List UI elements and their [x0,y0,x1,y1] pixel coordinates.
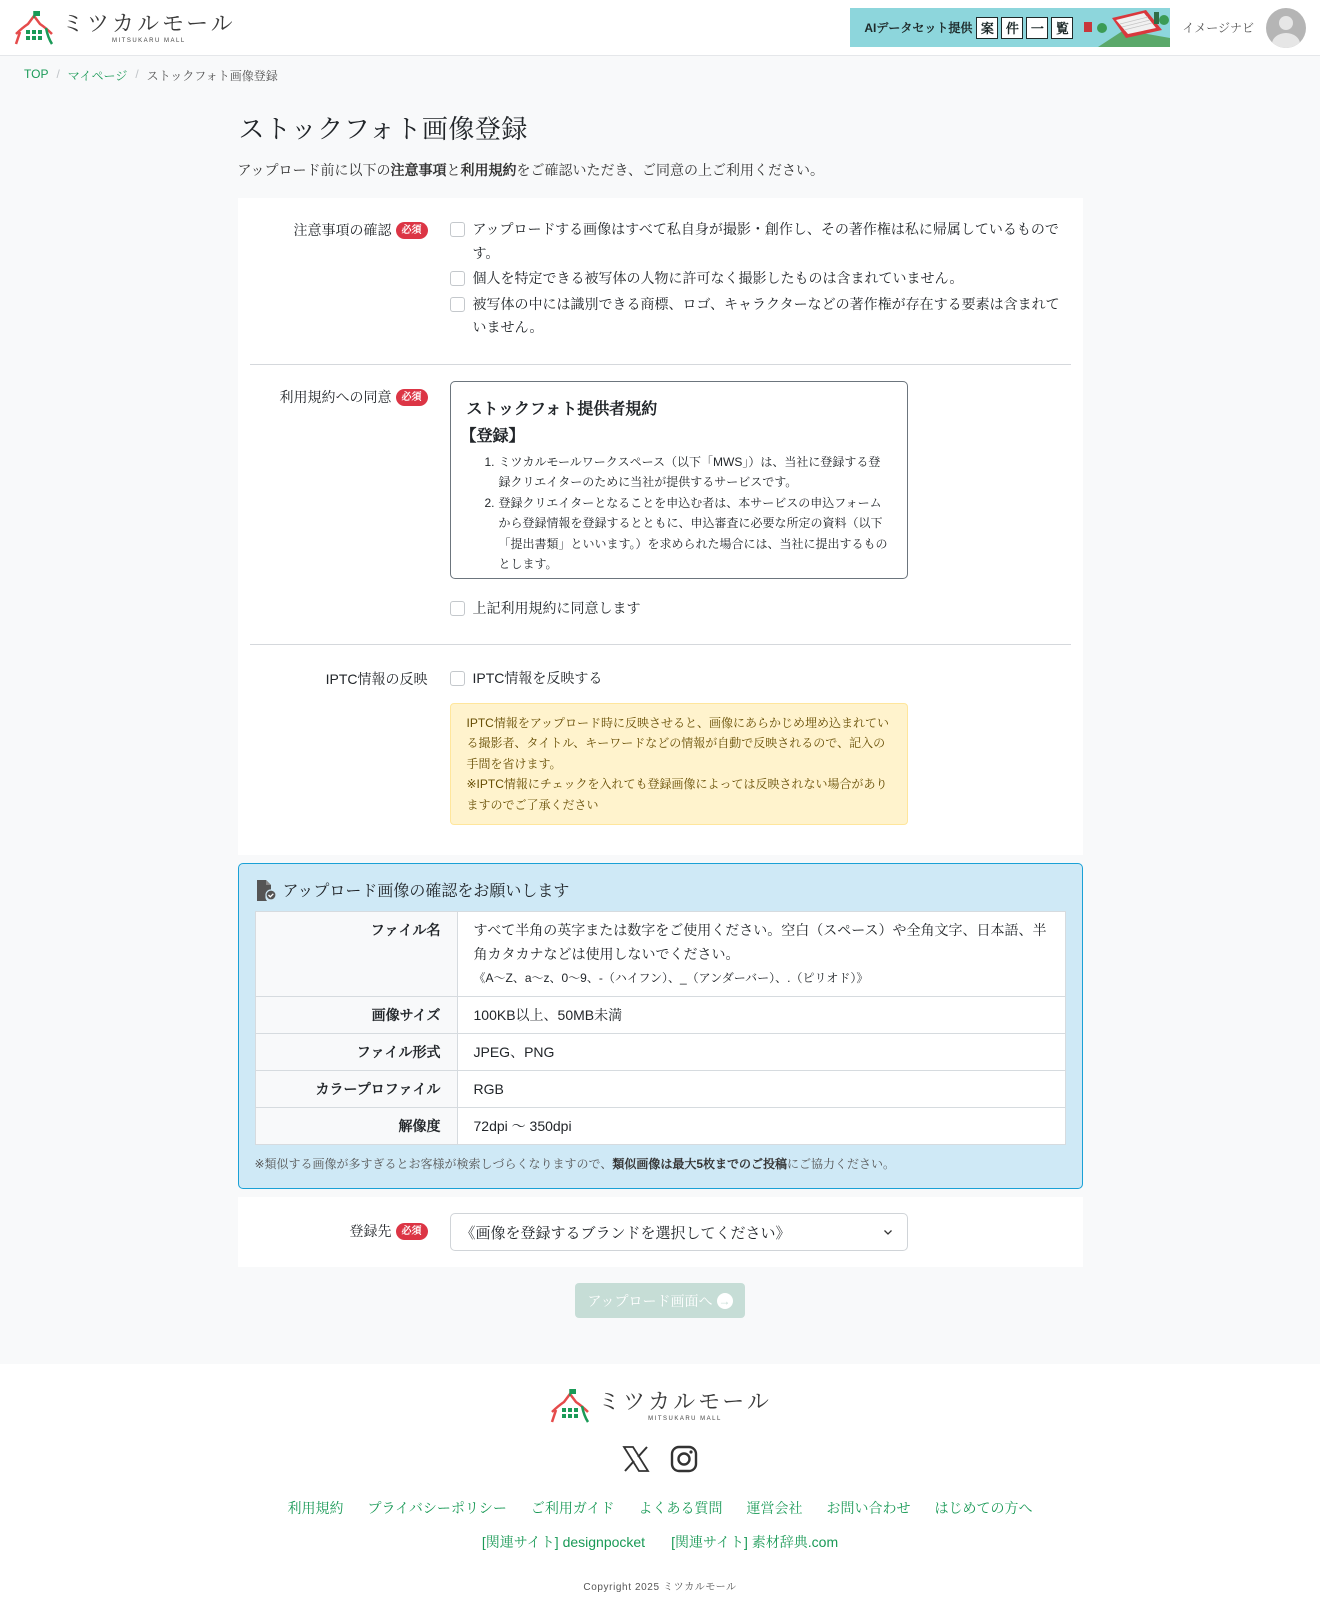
logo-subtext: MITSUKARU MALL [112,37,186,44]
page-title: ストックフォト画像登録 [238,114,528,144]
row-label-text: IPTC情報の反映 [325,671,428,687]
table-row [255,1071,1065,1108]
agree-terms-checkbox[interactable] [450,601,465,616]
banner-char: 一 [1026,17,1048,39]
terms-label [250,381,450,623]
table-row [255,912,1065,997]
similar-images-note [255,1155,1066,1172]
row-label-text: 登録先 [349,1223,392,1239]
terms-item-number: 2. [484,495,495,510]
requirement-label: ファイル形式 [255,1034,457,1071]
banner-char: 件 [1001,17,1023,39]
table-row [255,1108,1065,1145]
avatar[interactable] [1266,8,1306,48]
required-badge: 必須 [396,1223,428,1240]
requirement-value [457,912,1065,997]
terms-row [250,365,1071,646]
related-site-sozaijiten[interactable]: [関連サイト] 素材辞典.com [671,1534,839,1550]
consent-form [238,198,1083,855]
lead-emphasis-notes: 注意事項 [390,162,447,178]
breadcrumb-separator: / [56,67,60,81]
note-checkbox-item[interactable] [450,293,1071,340]
iptc-label [250,667,450,825]
site-footer [0,1364,1320,1601]
notice-title: アップロード画像の確認をお願いします [282,883,570,900]
footer-link-privacy[interactable]: プライバシーポリシー [367,1500,507,1516]
banner-char: 覧 [1051,17,1073,39]
related-sites [0,1532,1320,1552]
lead-emphasis-terms: 利用規約 [460,162,517,178]
requirement-label: 解像度 [255,1108,457,1145]
page-lead [238,160,1083,180]
note-text: アップロードする画像はすべて私自身が撮影・創作し、その著作権は私に帰属しているものです。 [472,221,1059,261]
terms-title: ストックフォト提供者規約 [466,400,658,418]
lead-text: アップロード前に以下の [237,162,391,178]
footer-link-terms[interactable]: 利用規約 [287,1500,344,1516]
ai-dataset-banner[interactable] [850,8,1170,47]
destination-label [250,1213,450,1251]
requirement-value: JPEG、PNG [457,1034,1065,1071]
arrow-right-circle-icon: → [718,1293,731,1308]
requirement-value: RGB [457,1071,1065,1108]
note-checkbox[interactable] [450,271,465,286]
submit-area [238,1267,1083,1364]
breadcrumb [0,56,1320,95]
requirement-value-text: すべて半角の英字または数字をご使用ください。空白（スペース）や全角文字、日本語、半角カタカナなどは使用しないでください。 [473,922,1047,962]
notes-checklist [450,218,1071,342]
terms-item-text: 登録クリエイターとなることを申込む者は、本サービスの申込フォームから登録情報を登録するとともに、申込審査に必要な所定の資料（以下「提出書類」といいます。）を求められた場合には、当社に提出するものとします。 [498,495,888,571]
requirement-value-subtext: 《A〜Z、a〜z、0〜9、-（ハイフン）、_（アンダーバー）、.（ピリオド）》 [473,971,869,985]
terms-item-number: 1. [484,454,495,469]
footer-link-beginners[interactable]: はじめての方へ [934,1500,1033,1516]
file-check-icon [255,879,277,901]
note-checkbox[interactable] [450,222,465,237]
go-to-upload-button[interactable] [575,1283,744,1318]
x-link[interactable] [621,1444,651,1478]
required-badge: 必須 [396,222,428,239]
logo-text: ミツカルモール [62,10,236,36]
instagram-link[interactable] [669,1444,699,1478]
iptc-checkbox-label: IPTC情報を反映する [472,670,603,686]
user-nav-label[interactable]: イメージナビ [1182,21,1254,35]
requirement-label: 画像サイズ [255,997,457,1034]
x-icon [621,1444,651,1474]
note-emphasis: 類似画像は最大5枚までのご投稿 [612,1157,788,1171]
terms-body [450,381,1071,623]
iptc-info-caution: ※IPTC情報にチェックを入れても登録画像によっては反映されない場合がありますのでご了承ください [466,777,888,812]
breadcrumb-top[interactable]: TOP [24,67,49,81]
footer-link-faq[interactable]: よくある質問 [638,1500,723,1516]
footer-link-guide[interactable]: ご利用ガイド [530,1500,615,1516]
row-label-text: 利用規約への同意 [279,388,392,405]
note-text: 被写体の中には識別できる商標、ロゴ、キャラクターなどの著作権が存在する要素は含まれていません。 [472,295,1060,335]
main-content [238,95,1083,1364]
banner-text: AIデータセット提供 [864,21,973,35]
mall-logo-icon [548,1386,592,1426]
terms-scroll-box[interactable] [450,381,908,579]
iptc-row [250,645,1071,855]
destination-row [238,1197,1083,1267]
site-header [0,0,1320,56]
iptc-info-text: IPTC情報をアップロード時に反映させると、画像にあらかじめ埋め込まれている撮影者、タイトル、キーワードなどの情報が自動で反映されるので、記入の手間を省けます。 [466,715,889,771]
logo-text: ミツカルモール [598,1389,772,1414]
notes-row [250,198,1071,365]
footer-nav [0,1498,1320,1518]
requirements-table [255,911,1066,1145]
iptc-info-alert [450,703,908,826]
footer-link-contact[interactable]: お問い合わせ [826,1500,911,1516]
copyright: Copyright 2025 ミツカルモール [583,1582,737,1593]
table-row [255,997,1065,1034]
footer-link-company[interactable]: 運営会社 [746,1500,803,1516]
brand-select-value: 《画像を登録するブランドを選択してください》 [460,1224,791,1242]
note-text: にご協力ください。 [787,1157,896,1171]
note-checkbox-item[interactable] [450,218,1071,265]
note-checkbox-item[interactable] [450,267,1071,291]
terms-section-heading: 【登録】 [460,427,525,445]
required-badge: 必須 [396,389,428,406]
iptc-body [450,667,1071,825]
table-row [255,1034,1065,1071]
agree-terms-label: 上記利用規約に同意します [472,599,641,616]
requirement-label: ファイル名 [255,912,457,997]
logo-subtext: MITSUKARU MALL [648,1416,722,1422]
chevron-down-icon [883,1227,893,1237]
requirement-value: 72dpi 〜 350dpi [457,1108,1065,1145]
instagram-icon [669,1444,699,1474]
note-text: 個人を特定できる被写体の人物に許可なく撮影したものは含まれていません。 [472,270,964,286]
site-logo[interactable] [12,8,236,48]
iptc-checkbox[interactable] [450,671,465,686]
banner-char: 案 [976,17,998,39]
iptc-checkbox-item[interactable] [450,667,1071,691]
banner-illustration-icon [1084,8,1170,47]
note-checkbox[interactable] [450,297,465,312]
terms-list [461,452,891,575]
requirement-label: カラープロファイル [255,1071,457,1108]
notice-heading [255,878,1066,901]
mall-logo-icon [12,8,56,48]
breadcrumb-mypage[interactable]: マイページ [67,69,128,83]
terms-item [461,452,891,493]
terms-item [461,493,891,575]
brand-select[interactable] [450,1213,908,1251]
footer-logo[interactable] [0,1386,1320,1426]
breadcrumb-current: ストックフォト画像登録 [146,69,278,83]
upload-requirements-notice [238,863,1083,1189]
note-text: ※類似する画像が多すぎるとお客様が検索しづらくなりますので、 [254,1157,613,1171]
notes-label [250,218,450,342]
row-label-text: 注意事項の確認 [293,222,392,238]
lead-text: と [446,162,461,178]
agree-terms-item[interactable] [450,597,1071,621]
social-links [0,1444,1320,1478]
related-site-designpocket[interactable]: [関連サイト] designpocket [481,1534,646,1550]
requirement-value: 100KB以上、50MB未満 [457,997,1065,1034]
lead-text: をご確認いただき、ご同意の上ご利用ください。 [516,162,824,178]
submit-label: アップロード画面へ [587,1292,713,1309]
terms-item-text: ミツカルモールワークスペース（以下「MWS」）は、当社に登録する登録クリエイターのために当社が提供するサービスです。 [498,454,881,489]
breadcrumb-separator: / [135,67,139,81]
